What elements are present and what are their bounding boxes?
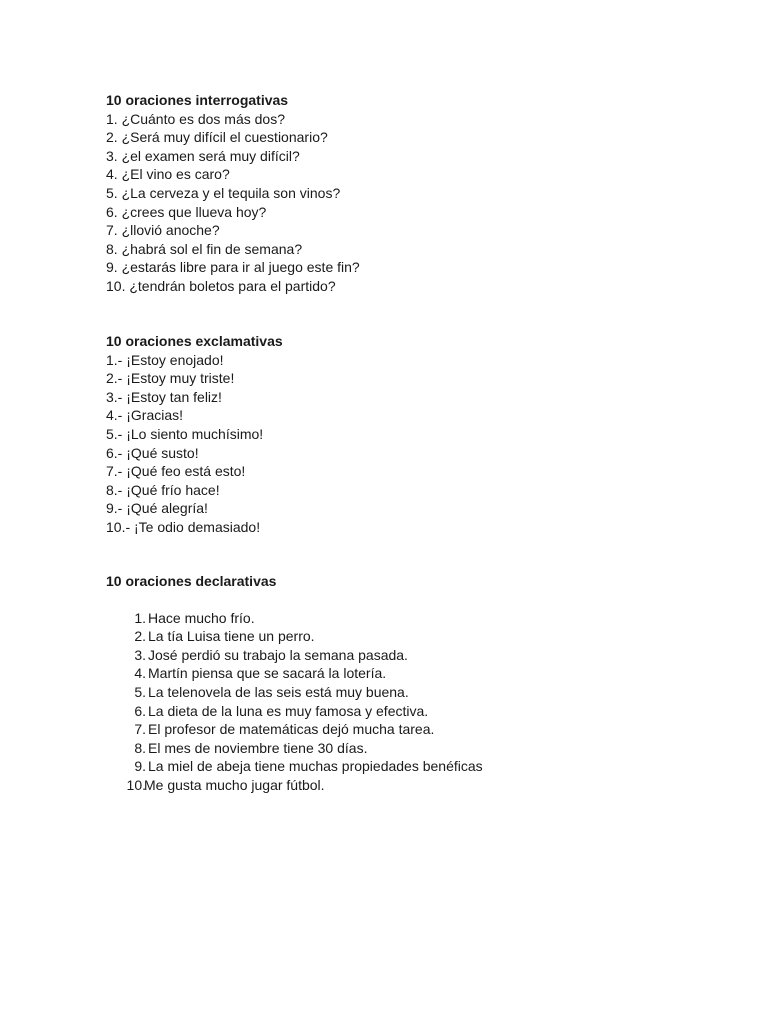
item-number: 5. (134, 683, 146, 700)
list-item: 8. ¿habrá sol el fin de semana? (106, 240, 303, 257)
item-number: 8. (134, 739, 146, 756)
list-item: 2.- ¡Estoy muy triste! (106, 370, 235, 387)
section-interrogativas (106, 91, 726, 296)
list-interrogativas (106, 110, 726, 296)
list-item (106, 702, 726, 721)
item-text: Martín piensa que se sacará la lotería. (148, 665, 387, 682)
section-title-interrogativas: 10 oraciones interrogativas (106, 92, 289, 108)
item-number: 4. (134, 665, 146, 682)
list-item: 6.- ¡Qué susto! (106, 444, 199, 461)
section-title-declarativas: 10 oraciones declarativas (106, 573, 277, 589)
item-text: El profesor de matemáticas dejó mucha tarea. (148, 721, 435, 738)
section-exclamativas (106, 332, 726, 537)
item-number: 1. (134, 609, 146, 626)
item-text: El mes de noviembre tiene 30 días. (148, 739, 368, 756)
list-item: 4. ¿El vino es caro? (106, 166, 230, 183)
item-number: 9. (134, 758, 146, 775)
item-number: 7. (134, 721, 146, 738)
list-item: 2. ¿Será muy difícil el cuestionario? (106, 129, 328, 146)
list-item (106, 627, 726, 646)
item-text: Hace mucho frío. (148, 609, 255, 626)
list-item: 10.- ¡Te odio demasiado! (106, 518, 261, 535)
list-item: 8.- ¡Qué frío hace! (106, 481, 220, 498)
list-item: 3.- ¡Estoy tan feliz! (106, 388, 222, 405)
list-item (106, 683, 726, 702)
item-text: José perdió su trabajo la semana pasada. (148, 646, 408, 663)
section-title-exclamativas: 10 oraciones exclamativas (106, 333, 283, 349)
list-item (106, 609, 726, 628)
item-text: Me gusta mucho jugar fútbol. (144, 776, 325, 793)
list-item: 1.- ¡Estoy enojado! (106, 351, 224, 368)
list-item: 9. ¿estarás libre para ir al juego este fin? (106, 259, 360, 276)
item-text: La tía Luisa tiene un perro. (148, 628, 315, 645)
list-item: 7. ¿llovió anoche? (106, 222, 220, 239)
list-item: 1. ¿Cuánto es dos más dos? (106, 110, 285, 127)
list-item (106, 646, 726, 665)
list-declarativas (106, 609, 726, 795)
list-item: 5. ¿La cerveza y el tequila son vinos? (106, 184, 341, 201)
list-item: 6. ¿crees que llueva hoy? (106, 203, 267, 220)
item-text: La dieta de la luna es muy famosa y efectiva. (148, 702, 429, 719)
list-item (106, 664, 726, 683)
list-item: 3. ¿el examen será muy difícil? (106, 147, 300, 164)
list-item (106, 776, 726, 795)
list-item (106, 757, 726, 776)
list-item (106, 739, 726, 758)
item-text: La miel de abeja tiene muchas propiedades benéficas (148, 758, 483, 775)
list-item: 5.- ¡Lo siento muchísimo! (106, 425, 264, 442)
item-number: 6. (134, 702, 146, 719)
list-item: 7.- ¡Qué feo está esto! (106, 463, 246, 480)
item-text: La telenovela de las seis está muy buena. (148, 683, 409, 700)
list-item: 9.- ¡Qué alegría! (106, 500, 208, 517)
list-item (106, 720, 726, 739)
list-exclamativas (106, 351, 726, 537)
item-number: 2. (134, 628, 146, 645)
item-number: 10. (126, 776, 146, 793)
section-declarativas (106, 572, 726, 795)
item-number: 3. (134, 646, 146, 663)
list-item: 4.- ¡Gracias! (106, 407, 184, 424)
list-item: 10. ¿tendrán boletos para el partido? (106, 277, 336, 294)
